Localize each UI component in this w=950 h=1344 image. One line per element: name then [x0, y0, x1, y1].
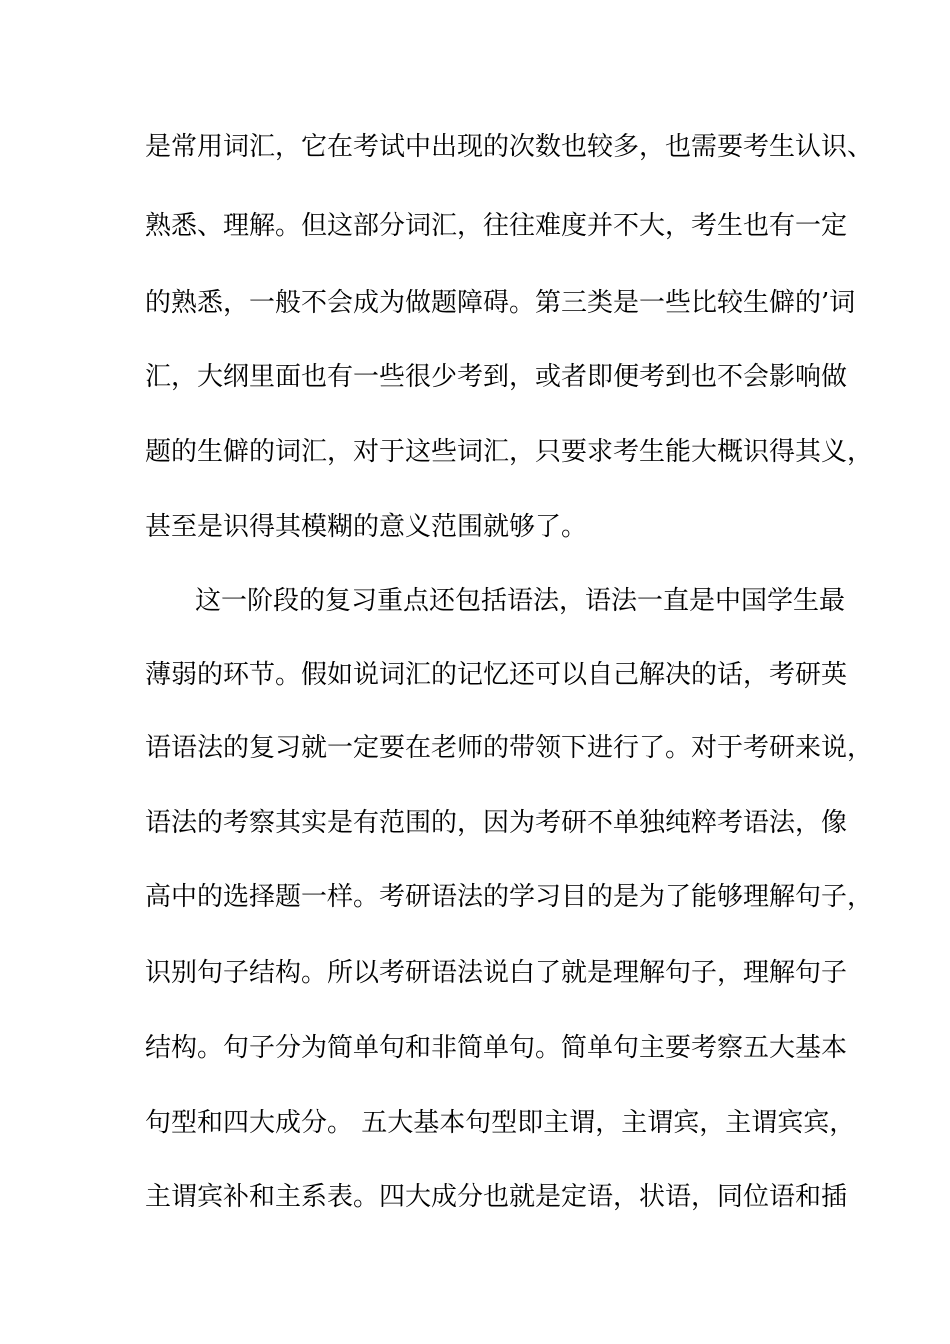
- text-line: 主谓宾补和主系表。四大成分也就是定语，状语，同位语和插: [145, 1182, 848, 1212]
- text-line: 结构。句子分为简单句和非简单句。简单句主要考察五大基本: [145, 1033, 848, 1063]
- text-line: 语法的考察其实是有范围的，因为考研不单独纯粹考语法，像: [145, 808, 848, 838]
- text-line: 汇，大纲里面也有一些很少考到，或者即便考到也不会影响做: [145, 362, 848, 392]
- text-line: 熟悉、理解。但这部分词汇，往往难度并不大，考生也有一定: [145, 211, 848, 241]
- text-line: 的熟悉，一般不会成为做题障碍。第三类是一些比较生僻的’词: [145, 288, 856, 318]
- text-line: 题的生僻的词汇，对于这些词汇，只要求考生能大概识得其义，: [145, 437, 874, 467]
- text-line: 识别句子结构。所以考研语法说白了就是理解句子，理解句子: [145, 958, 848, 988]
- paragraph-first-line: 这一阶段的复习重点还包括语法，语法一直是中国学生最: [195, 586, 846, 616]
- text-line: 甚至是识得其模糊的意义范围就够了。: [145, 512, 588, 542]
- text-line: 句型和四大成分。 五大基本句型即主谓，主谓宾，主谓宾宾，: [145, 1108, 856, 1138]
- text-line: 薄弱的环节。假如说词汇的记忆还可以自己解决的话，考研英: [145, 660, 848, 690]
- text-line: 高中的选择题一样。考研语法的学习目的是为了能够理解句子，: [145, 882, 874, 912]
- text-line: 是常用词汇，它在考试中出现的次数也较多，也需要考生认识、: [145, 132, 874, 162]
- text-line: 语语法的复习就一定要在老师的带领下进行了。对于考研来说，: [145, 733, 874, 763]
